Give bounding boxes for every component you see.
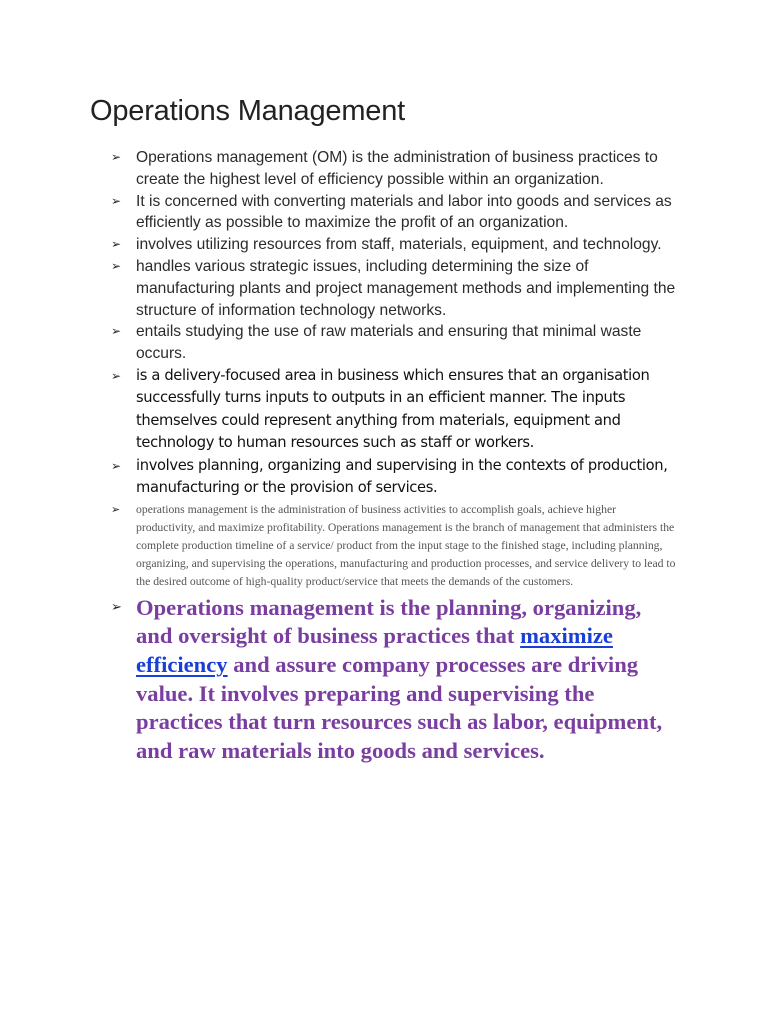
bullet-item	[0, 501, 768, 591]
bullet-text: operations management is the administration of business activities to accomplish goals, achieve higher productivity, and maximize profitability. Operations management is the branch of management that administers the complete production timeline of a service/ product from the input stage to the finished stage, including planning, organizing, and supervising the operations, manufacturing and production processes, and service delivery to lead to the desired outcome of high-quality product/service that meets the demands of the customers.	[136, 502, 676, 588]
bullet-item	[0, 147, 768, 191]
highlight-text-before: Operations management is the planning, organizing, and oversight of business practices that	[136, 594, 642, 649]
bullet-item	[0, 191, 768, 235]
arrow-bullet-icon: ➢	[111, 150, 122, 164]
arrow-bullet-icon: ➢	[111, 502, 121, 516]
bullet-item	[0, 234, 768, 256]
highlight-text-after: and assure company processes are driving value. It involves preparing and supervising the practices that turn resources such as labor, equipment, and raw materials into goods and services.	[136, 651, 663, 764]
arrow-bullet-icon: ➢	[111, 193, 122, 208]
arrow-bullet-icon: ➢	[111, 599, 122, 615]
bullet-text: involves utilizing resources from staff, materials, equipment, and technology.	[136, 236, 662, 254]
bullet-text: involves planning, organizing and supervising in the contexts of production, manufacturing or the provision of services.	[136, 456, 668, 497]
bullet-text: entails studying the use of raw materials and ensuring that minimal waste occurs.	[136, 323, 642, 363]
bullet-text: handles various strategic issues, including determining the size of manufacturing plants and project management methods and implementing the structure of information technology networks.	[136, 257, 676, 319]
arrow-bullet-icon: ➢	[111, 237, 122, 252]
maximize-efficiency-link[interactable]: maximize efficiency	[136, 623, 613, 677]
arrow-bullet-icon: ➢	[111, 258, 122, 273]
bullet-item	[0, 455, 768, 500]
bullet-text: is a delivery-focused area in business which ensures that an organisation successfully turns inputs to outputs in an efficient manner. The inputs themselves could represent anything from materials, equipment and technology to human resources such as staff or workers.	[136, 366, 650, 452]
bullet-list	[0, 147, 768, 766]
bullet-item-highlight	[0, 594, 768, 766]
bullet-item	[0, 256, 768, 321]
bullet-text: It is concerned with converting materials and labor into goods and services as efficiently as possible to maximize the profit of an organization.	[136, 192, 672, 232]
arrow-bullet-icon: ➢	[111, 324, 122, 339]
bullet-item	[0, 321, 768, 365]
arrow-bullet-icon: ➢	[111, 458, 121, 473]
bullet-text	[136, 594, 670, 766]
bullet-item	[0, 365, 768, 455]
bullet-text: Operations management (OM) is the administration of business practices to create the highest level of efficiency possible within an organization.	[136, 149, 658, 188]
page-title: Operations Management	[90, 95, 405, 127]
arrow-bullet-icon: ➢	[111, 368, 121, 383]
